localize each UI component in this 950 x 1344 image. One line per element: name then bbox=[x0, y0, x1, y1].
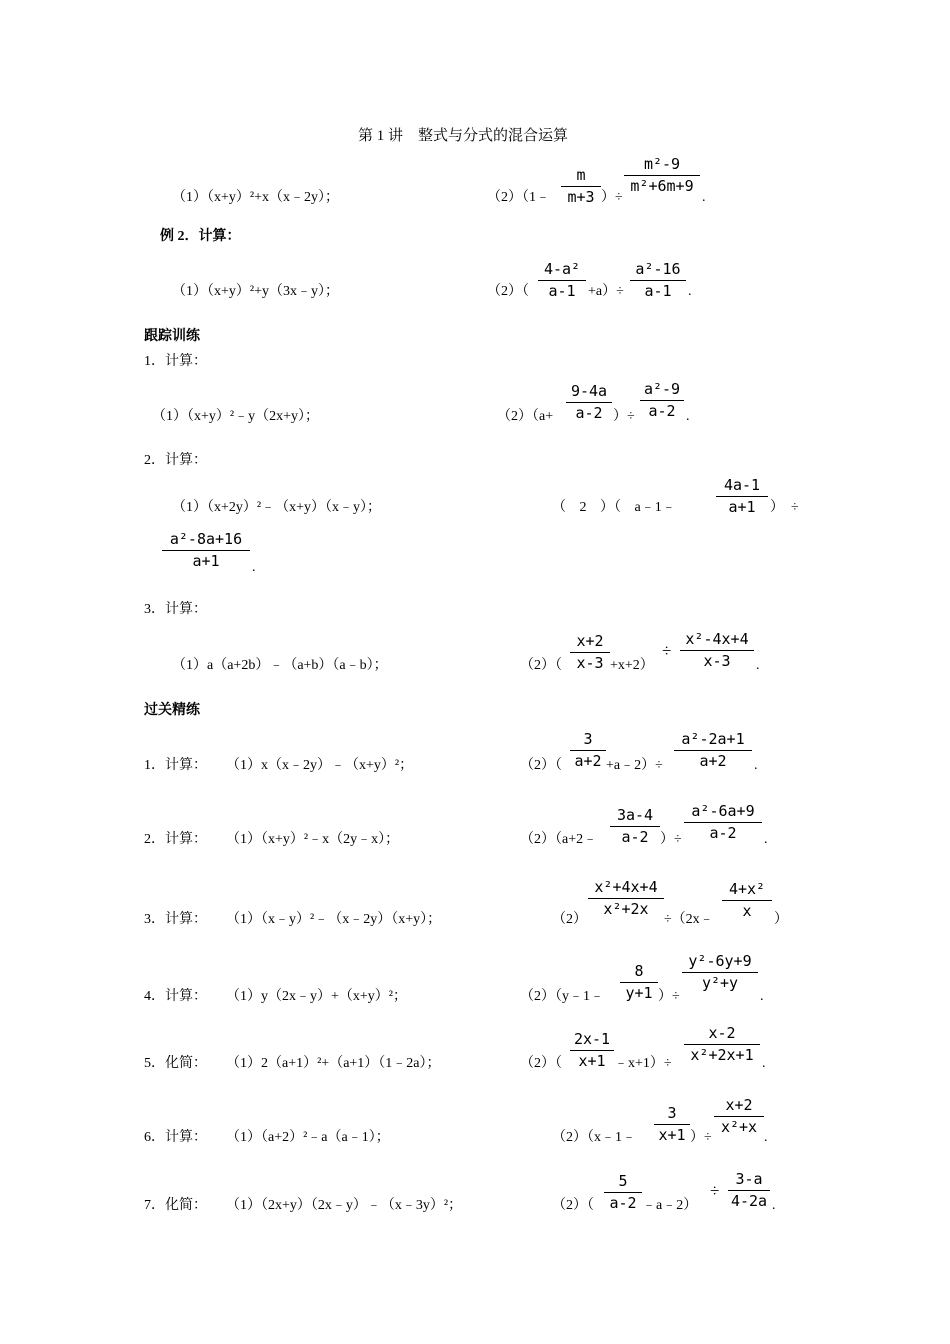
denominator: a-1 bbox=[548, 282, 576, 300]
final-q1-part1: （1）x（x﹣2y）﹣（x+y）²； bbox=[226, 758, 414, 773]
final-q2-end: . bbox=[764, 832, 768, 847]
denominator: 4-2a bbox=[730, 1192, 768, 1210]
denominator: a-2 bbox=[609, 1194, 637, 1212]
final-q2-fraction-1 bbox=[610, 806, 660, 848]
ex2-part2-prefix: （2）（ bbox=[487, 284, 529, 299]
page-title: 第 1 讲 整式与分式的混合运算 bbox=[358, 128, 569, 144]
denominator: a+2 bbox=[574, 752, 602, 770]
numerator: a²-6a+9 bbox=[691, 802, 755, 820]
ex1-end: . bbox=[702, 190, 706, 205]
final-q7-end: . bbox=[772, 1198, 776, 1213]
numerator: 3-a bbox=[735, 1170, 763, 1188]
numerator: a²-9 bbox=[643, 380, 681, 398]
denominator: a-2 bbox=[575, 404, 603, 422]
numerator: 5 bbox=[618, 1172, 628, 1190]
denominator: y+1 bbox=[625, 984, 653, 1002]
final-q3-part2-prefix: （2） bbox=[552, 912, 587, 927]
final-q3-part1: （1）（x﹣y）²﹣（x﹣2y）（x+y）； bbox=[226, 912, 442, 927]
final-q7-part2-prefix: （2）（ bbox=[552, 1198, 594, 1213]
follow-q2-part2-mid: ） ÷ bbox=[770, 500, 799, 515]
final-q3-fraction-1 bbox=[588, 878, 664, 920]
denominator: x-3 bbox=[703, 652, 731, 670]
denominator: a-2 bbox=[621, 828, 649, 846]
final-q1-label: 1．计算： bbox=[144, 758, 207, 773]
final-q2-part1: （1）（x+y）²﹣x（2y﹣x）； bbox=[226, 832, 400, 847]
denominator: m+3 bbox=[567, 188, 595, 206]
numerator: 4-a² bbox=[543, 260, 581, 278]
follow-q1-part2-prefix: （2）（a+ bbox=[497, 409, 554, 424]
final-q5-label: 5．化简： bbox=[144, 1056, 207, 1071]
divide-sign: ÷ bbox=[662, 641, 672, 660]
denominator: x-3 bbox=[576, 654, 604, 672]
final-q4-fraction-2 bbox=[682, 952, 758, 994]
final-q1-fraction-1 bbox=[570, 730, 606, 772]
numerator: 4a-1 bbox=[723, 476, 761, 494]
denominator: x²+2x+1 bbox=[690, 1046, 754, 1064]
follow-q2-fraction-2 bbox=[162, 530, 250, 572]
follow-q2-label: 2．计算： bbox=[144, 453, 207, 468]
final-q5-fraction-1 bbox=[570, 1030, 614, 1072]
final-q3-fraction-2 bbox=[722, 880, 772, 922]
final-q7-label: 7．化简： bbox=[144, 1198, 207, 1213]
follow-q3-fraction-2 bbox=[680, 630, 754, 672]
final-q5-fraction-2 bbox=[684, 1024, 760, 1066]
follow-q1-fraction-2 bbox=[640, 380, 684, 422]
numerator: x²+4x+4 bbox=[594, 878, 658, 896]
final-q5-part2-mid: ﹣x+1）÷ bbox=[614, 1056, 672, 1071]
final-q4-label: 4．计算： bbox=[144, 989, 207, 1004]
follow-q3-fraction-1 bbox=[570, 632, 610, 674]
final-q6-end: . bbox=[764, 1130, 768, 1145]
denominator: y²+y bbox=[701, 974, 739, 992]
final-q2-part2-prefix: （2）（a+2﹣ bbox=[520, 832, 598, 847]
numerator: y²-6y+9 bbox=[688, 952, 752, 970]
denominator: a-2 bbox=[709, 824, 737, 842]
final-q6-part2-prefix: （2）（x﹣1﹣ bbox=[552, 1130, 636, 1145]
final-q6-part1: （1）（a+2）²﹣a（a﹣1）； bbox=[226, 1130, 390, 1145]
final-q5-part2-prefix: （2）（ bbox=[520, 1056, 562, 1071]
final-q6-fraction-2 bbox=[714, 1096, 764, 1138]
ex2-heading: 例 2．计算： bbox=[160, 229, 241, 244]
numerator: x²-4x+4 bbox=[685, 630, 749, 648]
final-q5-end: . bbox=[762, 1056, 766, 1071]
follow-q3-part2-mid: +x+2） bbox=[610, 658, 654, 673]
numerator: 3 bbox=[583, 730, 593, 748]
follow-q1-fraction-1 bbox=[566, 382, 612, 424]
ex2-fraction-1 bbox=[538, 260, 586, 302]
final-q6-label: 6．计算： bbox=[144, 1130, 207, 1145]
final-q4-part1: （1）y（2x﹣y）+（x+y）²； bbox=[226, 989, 407, 1004]
denominator: a+1 bbox=[728, 498, 756, 516]
section-heading-follow: 跟踪训练 bbox=[144, 329, 200, 344]
denominator: x bbox=[742, 902, 752, 920]
final-q3-part2-mid: ÷（2x﹣ bbox=[664, 912, 714, 927]
follow-q2-fraction-1 bbox=[716, 476, 768, 518]
follow-q2-part2-prefix: （ 2 ）（ a﹣1﹣ bbox=[552, 500, 676, 515]
numerator: a²-2a+1 bbox=[681, 730, 745, 748]
ex2-part1: （1）（x+y）²+y（3x﹣y）； bbox=[172, 284, 339, 299]
numerator: 4+x² bbox=[728, 880, 766, 898]
numerator: x+2 bbox=[576, 632, 604, 650]
denominator: a+1 bbox=[192, 552, 220, 570]
numerator: m²-9 bbox=[643, 155, 681, 173]
follow-q2-end: . bbox=[252, 560, 256, 575]
divide-sign: ÷ bbox=[710, 1181, 720, 1200]
final-q2-label: 2．计算： bbox=[144, 832, 207, 847]
numerator: x+2 bbox=[725, 1096, 753, 1114]
final-q1-fraction-2 bbox=[674, 730, 752, 772]
denominator: a-2 bbox=[648, 402, 676, 420]
ex1-fraction-2 bbox=[624, 155, 700, 197]
final-q1-end: . bbox=[754, 758, 758, 773]
follow-q3-part2-prefix: （2）（ bbox=[520, 658, 562, 673]
final-q7-part2-mid: ﹣a﹣2） bbox=[642, 1198, 698, 1213]
numerator: m bbox=[576, 166, 586, 184]
follow-q3-part1: （1）a（a+2b）﹣（a+b）（a﹣b）； bbox=[172, 658, 388, 673]
follow-q1-part1: （1）（x+y）²﹣y（2x+y）； bbox=[152, 409, 319, 424]
follow-q1-label: 1．计算： bbox=[144, 354, 207, 369]
follow-q3-label: 3．计算： bbox=[144, 602, 207, 617]
numerator: 3a-4 bbox=[616, 806, 654, 824]
final-q4-part2-mid: ）÷ bbox=[658, 989, 680, 1004]
follow-q1-end: . bbox=[686, 409, 690, 424]
ex2-part2-mid: +a）÷ bbox=[588, 284, 624, 299]
final-q4-part2-prefix: （2）（y﹣1﹣ bbox=[520, 989, 604, 1004]
numerator: 8 bbox=[634, 962, 644, 980]
numerator: a²-8a+16 bbox=[169, 530, 243, 548]
ex1-part2-mid: ）÷ bbox=[601, 190, 623, 205]
numerator: 9-4a bbox=[570, 382, 608, 400]
final-q3-label: 3．计算： bbox=[144, 912, 207, 927]
final-q1-part2-mid: +a﹣2）÷ bbox=[606, 758, 663, 773]
ex2-fraction-2 bbox=[630, 260, 686, 302]
final-q5-part1: （1）2（a+1）²+（a+1）（1﹣2a）； bbox=[226, 1056, 441, 1071]
denominator: x+1 bbox=[578, 1052, 606, 1070]
final-q7-fraction-2 bbox=[728, 1170, 770, 1212]
numerator: x-2 bbox=[708, 1024, 736, 1042]
denominator: a+2 bbox=[699, 752, 727, 770]
denominator: m²+6m+9 bbox=[630, 177, 694, 195]
numerator: a²-16 bbox=[635, 260, 681, 278]
final-q4-end: . bbox=[760, 989, 764, 1004]
ex2-end: . bbox=[688, 284, 692, 299]
numerator: 2x-1 bbox=[573, 1030, 611, 1048]
denominator: x²+2x bbox=[603, 900, 649, 918]
final-q1-part2-prefix: （2）（ bbox=[520, 758, 562, 773]
section-heading-final: 过关精练 bbox=[144, 703, 200, 718]
final-q4-fraction-1 bbox=[620, 962, 658, 1004]
final-q7-fraction-1 bbox=[604, 1172, 642, 1214]
follow-q2-part1: （1）（x+2y）²﹣（x+y）（x﹣y）； bbox=[172, 500, 381, 515]
final-q6-part2-mid: ）÷ bbox=[690, 1130, 712, 1145]
final-q3-end: ） bbox=[774, 912, 788, 927]
ex1-part1: （1）（x+y）²+x（x﹣2y）； bbox=[172, 190, 339, 205]
ex1-fraction-1 bbox=[561, 166, 601, 208]
denominator: x+1 bbox=[658, 1126, 686, 1144]
denominator: x²+x bbox=[720, 1118, 758, 1136]
final-q2-part2-mid: ）÷ bbox=[660, 832, 682, 847]
numerator: 3 bbox=[667, 1104, 677, 1122]
final-q2-fraction-2 bbox=[684, 802, 762, 844]
denominator: a-1 bbox=[644, 282, 672, 300]
final-q7-part1: （1）（2x+y）（2x﹣y）﹣（x﹣3y）²； bbox=[226, 1198, 463, 1213]
follow-q3-end: . bbox=[756, 658, 760, 673]
ex1-part2-prefix: （2）（1﹣ bbox=[487, 190, 550, 205]
final-q6-fraction-1 bbox=[654, 1104, 690, 1146]
follow-q1-part2-mid: ）÷ bbox=[613, 409, 635, 424]
